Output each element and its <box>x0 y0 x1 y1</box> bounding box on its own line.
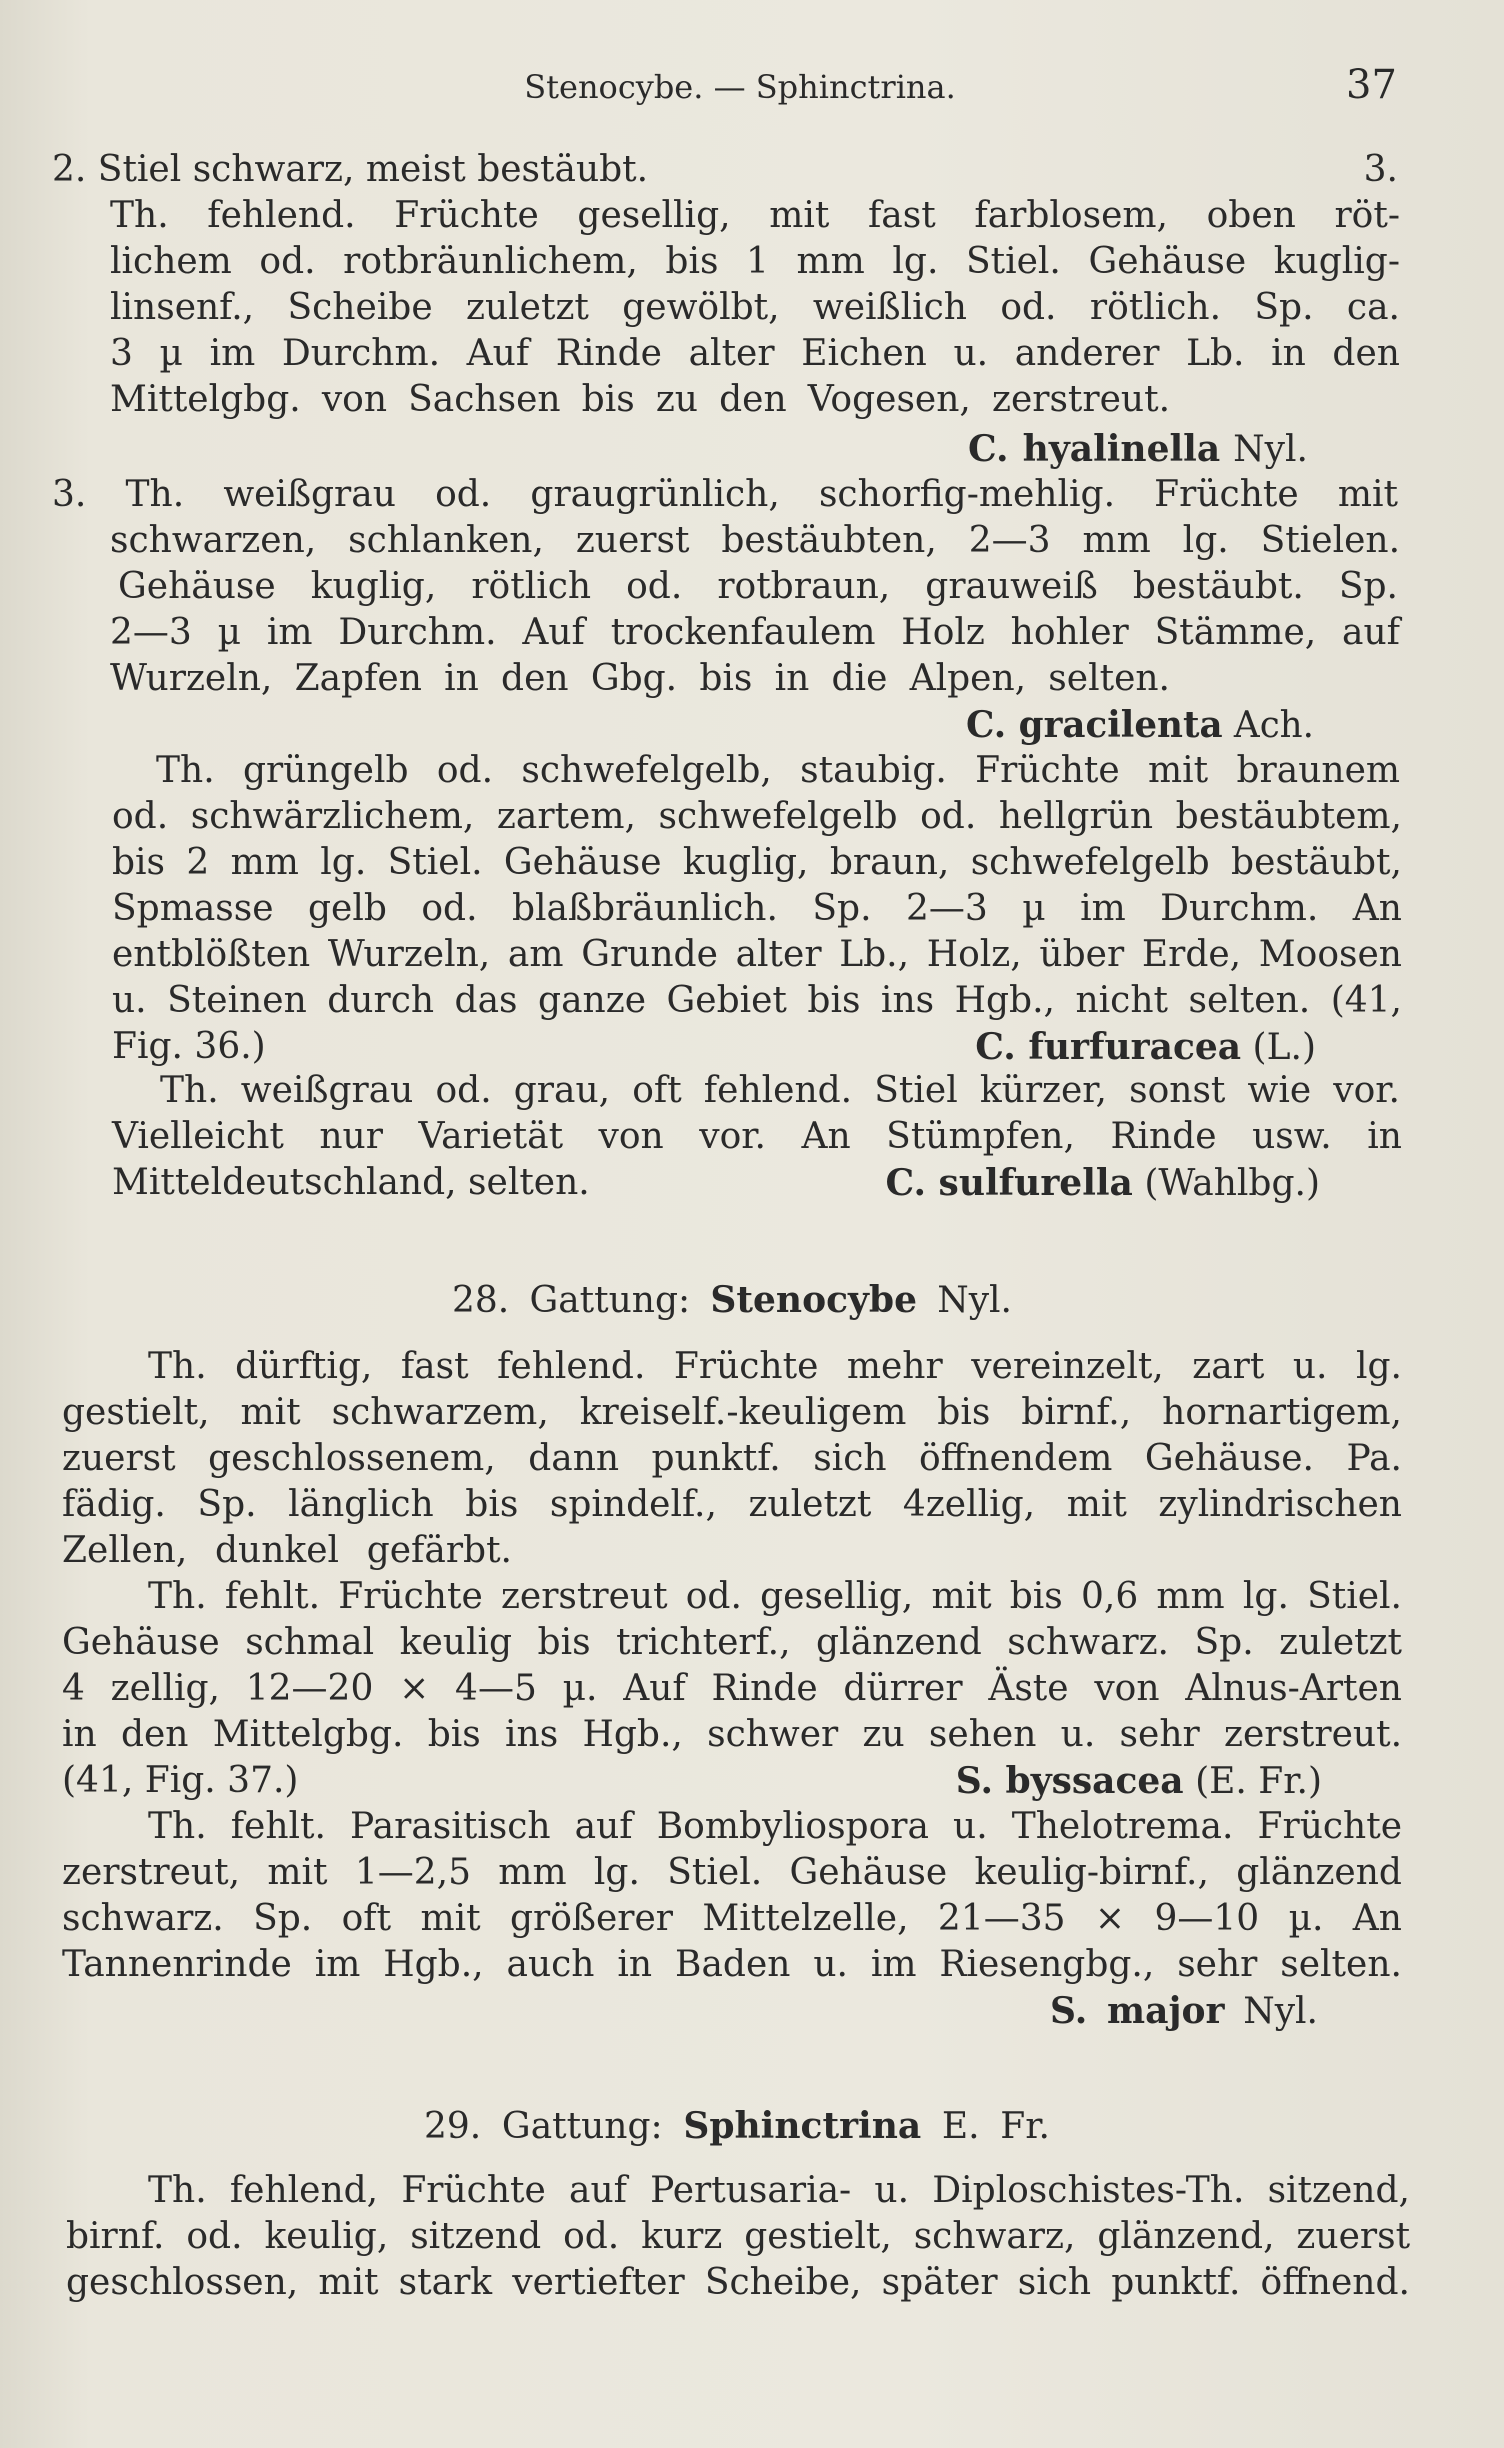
line-text: Fig. 36.) <box>112 1026 266 1067</box>
text-line <box>62 1620 1402 1666</box>
text-line <box>110 193 1400 239</box>
text-line <box>110 331 1400 377</box>
line-text: Nyl. <box>917 1280 1012 1321</box>
line-text: entblößten Wurzeln, am Grunde alter Lb., Holz, über Erde, Moosen <box>112 934 1402 975</box>
text-line <box>62 1712 1402 1758</box>
text-line <box>62 1436 1402 1482</box>
running-title: Stenocybe. — Sphinctrina. <box>524 68 956 106</box>
line-text: Th. weißgrau od. grau, oft fehlend. Stiel kürzer, sonst wie vor. <box>160 1070 1400 1111</box>
text-line <box>156 748 1400 794</box>
text-line <box>148 1804 1402 1850</box>
line-text: (L.) <box>1241 1027 1316 1068</box>
line-text: Gehäuse kuglig, rötlich od. rotbraun, grauweiß bestäubt. Sp. <box>118 566 1399 607</box>
line-text: 2. Stiel schwarz, meist bestäubt. <box>52 149 649 190</box>
line-text: 3. Th. weißgrau od. graugrünlich, schorfig-mehlig. Früchte mit <box>52 474 1398 515</box>
line-text: Tannenrinde im Hgb., auch in Baden u. im Riesengbg., sehr selten. <box>62 1944 1402 1985</box>
line-text: Th. grüngelb od. schwefelgelb, staubig. Früchte mit braunem <box>156 750 1401 791</box>
text-line <box>1050 1988 1318 2034</box>
text-line <box>62 1390 1402 1436</box>
text-line <box>112 840 1402 886</box>
text-line <box>112 1160 1320 1206</box>
line-text: 2—3 µ im Durchm. Auf trockenfaulem Holz hohler Stämme, auf <box>110 612 1401 653</box>
text-line <box>110 518 1400 564</box>
text-line <box>112 932 1402 978</box>
line-text: Zellen, dunkel gefärbt. <box>62 1530 512 1571</box>
text-line <box>62 1482 1402 1528</box>
text-line <box>52 472 1398 518</box>
line-text: Gehäuse schmal keulig bis trichterf., glänzend schwarz. Sp. zuletzt <box>62 1622 1403 1663</box>
text-line <box>968 426 1308 472</box>
running-header <box>0 64 1492 110</box>
line-text: Vielleicht nur Varietät von vor. An Stümpfen, Rinde usw. in <box>112 1116 1402 1157</box>
taxon-name: Stenocybe <box>710 1279 917 1321</box>
line-text: Th. fehlend, Früchte auf Pertusaria- u. Diploschistes-Th. sitzend, <box>148 2170 1410 2211</box>
text-line <box>62 1528 512 1574</box>
text-line <box>62 1666 1402 1712</box>
line-text: Mittelgbg. von Sachsen bis zu den Vogesen, zerstreut. <box>110 379 1171 420</box>
text-line <box>452 1277 1012 1323</box>
taxon-name: S. byssacea <box>955 1760 1184 1802</box>
line-text: bis 2 mm lg. Stiel. Gehäuse kuglig, braun, schwefelgelb bestäubt, <box>112 842 1402 883</box>
line-text: (Wahlbg.) <box>1132 1163 1320 1204</box>
line-text: Ach. <box>1222 705 1315 746</box>
taxon-name: C. hyalinella <box>968 428 1221 470</box>
page-number: 37 <box>1346 62 1397 108</box>
text-line <box>118 564 1398 610</box>
line-text: birnf. od. keulig, sitzend od. kurz gestielt, schwarz, glänzend, zuerst <box>66 2216 1411 2257</box>
line-text: Spmasse gelb od. blaßbräunlich. Sp. 2—3 µ im Durchm. An <box>112 888 1402 929</box>
text-line <box>112 886 1402 932</box>
line-text: Nyl. <box>1220 429 1308 470</box>
line-text: schwarzen, schlanken, zuerst bestäubten, 2—3 mm lg. Stielen. <box>110 520 1401 561</box>
text-line <box>66 2214 1410 2260</box>
line-text: lichem od. rotbräunlichem, bis 1 mm lg. Stiel. Gehäuse kuglig- <box>110 241 1401 282</box>
line-text: linsenf., Scheibe zuletzt gewölbt, weißlich od. rötlich. Sp. ca. <box>110 287 1400 328</box>
line-text: Nyl. <box>1224 1991 1318 2032</box>
line-text: Wurzeln, Zapfen in den Gbg. bis in die Alpen, selten. <box>110 658 1171 699</box>
line-text: fädig. Sp. länglich bis spindelf., zuletzt 4zellig, mit zylindrischen <box>62 1484 1402 1525</box>
line-text: 3 µ im Durchm. Auf Rinde alter Eichen u. anderer Lb. in den <box>110 333 1400 374</box>
taxon-name: C. sulfurella <box>885 1162 1133 1204</box>
line-text: (E. Fr.) <box>1183 1761 1322 1802</box>
line-text: u. Steinen durch das ganze Gebiet bis ins Hgb., nicht selten. (41, <box>112 980 1402 1021</box>
text-line <box>148 1344 1402 1390</box>
text-line <box>110 285 1400 331</box>
text-line <box>62 1758 1322 1804</box>
line-text: Th. fehlend. Früchte gesellig, mit fast farblosem, oben röt- <box>110 195 1400 236</box>
line-text: geschlossen, mit stark vertiefter Scheibe, später sich punktf. öffnend. <box>66 2262 1410 2303</box>
line-text: zerstreut, mit 1—2,5 mm lg. Stiel. Gehäuse keulig-birnf., glänzend <box>62 1852 1402 1893</box>
line-text: gestielt, mit schwarzem, kreiself.-keuligem bis birnf., hornartigem, <box>62 1392 1403 1433</box>
taxon-citation <box>975 1024 1316 1071</box>
line-text: Mitteldeutschland, selten. <box>112 1162 590 1203</box>
taxon-name: C. gracilenta <box>966 704 1223 746</box>
text-line <box>110 656 1170 702</box>
line-text: 28. Gattung: <box>452 1280 711 1321</box>
text-line <box>110 610 1400 656</box>
text-line <box>160 1068 1400 1114</box>
line-text: zuerst geschlossenem, dann punktf. sich öffnendem Gehäuse. Pa. <box>62 1438 1402 1479</box>
line-text: Th. fehlt. Parasitisch auf Bombyliospora u. Thelotrema. Früchte <box>148 1806 1403 1847</box>
text-line <box>66 2260 1410 2306</box>
taxon-citation <box>956 1758 1322 1805</box>
line-text: schwarz. Sp. oft mit größerer Mittelzelle, 21—35 × 9—10 µ. An <box>62 1898 1402 1939</box>
text-line <box>148 2168 1410 2214</box>
text-line <box>110 377 1170 423</box>
text-line <box>112 978 1402 1024</box>
line-text: 29. Gattung: <box>424 2106 684 2147</box>
line-text: (41, Fig. 37.) <box>62 1760 299 1801</box>
line-text: 4 zellig, 12—20 × 4—5 µ. Auf Rinde dürrer Äste von Alnus-Arten <box>62 1668 1402 1709</box>
text-line <box>148 1574 1402 1620</box>
taxon-name: C. furfuracea <box>975 1026 1242 1068</box>
text-line <box>966 702 1314 748</box>
line-text: in den Mittelgbg. bis ins Hgb., schwer zu sehen u. sehr zerstreut. <box>62 1714 1403 1755</box>
text-line <box>112 1024 1316 1070</box>
line-text: E. Fr. <box>921 2106 1050 2147</box>
taxon-citation <box>885 1160 1320 1207</box>
line-text: 3. <box>1363 149 1398 190</box>
text-line <box>112 794 1402 840</box>
text-line <box>62 1896 1402 1942</box>
text-line <box>62 1850 1402 1896</box>
taxon-name: Sphinctrina <box>683 2105 922 2147</box>
line-text: Th. fehlt. Früchte zerstreut od. gesellig, mit bis 0,6 mm lg. Stiel. <box>148 1576 1402 1617</box>
text-line <box>424 2103 1050 2149</box>
text-line <box>62 1942 1402 1988</box>
taxon-name: S. major <box>1050 1990 1225 2032</box>
text-line <box>110 239 1400 285</box>
text-line <box>112 1114 1402 1160</box>
text-line <box>52 147 1398 193</box>
line-text: od. schwärzlichem, zartem, schwefelgelb od. hellgrün bestäubtem, <box>112 796 1403 837</box>
line-text: Th. dürftig, fast fehlend. Früchte mehr vereinzelt, zart u. lg. <box>148 1346 1402 1387</box>
